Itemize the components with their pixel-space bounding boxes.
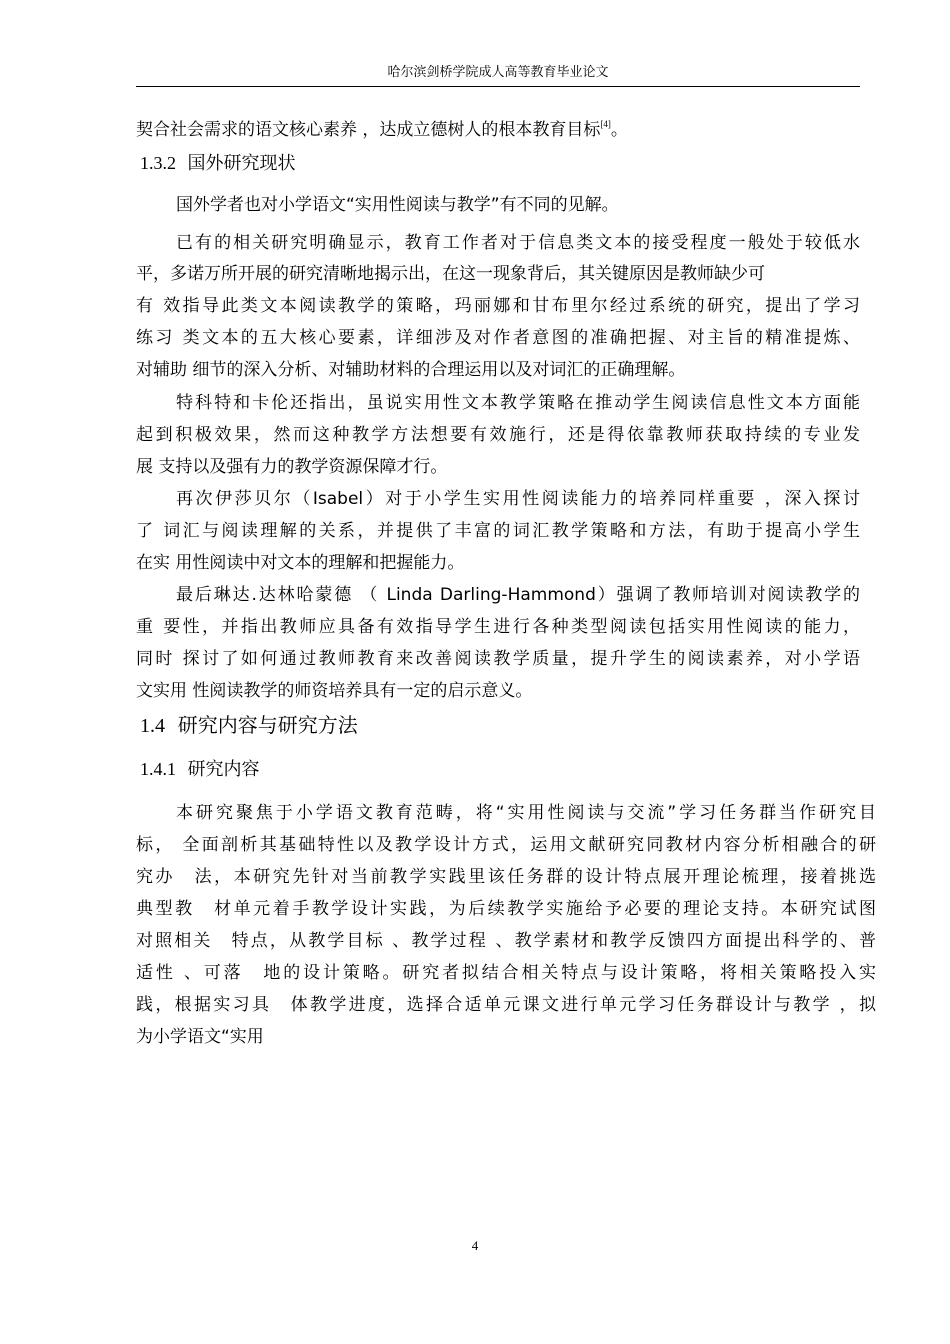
paragraph-line: 本研究聚焦于小学语文教育范畴，将“实用性阅读与交流”学习任务群当作研究目 bbox=[176, 803, 876, 823]
page-number: 4 bbox=[471, 1238, 479, 1253]
paragraph-line: 重 要性，并指出教师应具备有效指导学生进行各种类型阅读包括实用性阅读的能力， bbox=[136, 617, 860, 637]
paragraph-line: 同时 探讨了如何通过教师教育来改善阅读教学质量，提升学生的阅读素养，对小学语 bbox=[136, 649, 860, 669]
heading-number: 1.4.1 bbox=[140, 759, 176, 779]
paragraph-line: 国外学者也对小学语文“实用性阅读与教学”有不同的见解。 bbox=[176, 195, 619, 215]
paragraph-line: 典型教 材单元着手教学设计实践，为后续教学实施给予必要的理论支持。本研究试图 bbox=[136, 899, 876, 919]
paragraph-line: 文实用 性阅读教学的师资培养具有一定的启示意义。 bbox=[136, 681, 533, 701]
paragraph-line: 了 词汇与阅读理解的关系，并提供了丰富的词汇教学策略和方法，有助于提高小学生 bbox=[136, 521, 860, 541]
line-end: 。 bbox=[610, 120, 628, 140]
page-header: 哈尔滨剑桥学院成人高等教育毕业论文 bbox=[136, 62, 860, 87]
section-heading-1-4 bbox=[140, 708, 358, 743]
paragraph-line: 已有的相关研究明确显示，教育工作者对于信息类文本的接受程度一般处于较低水 bbox=[176, 233, 860, 253]
section-heading-1-4-1 bbox=[140, 752, 259, 787]
section-heading-1-3-2 bbox=[140, 146, 295, 181]
heading-text: 研究内容与研究方法 bbox=[177, 713, 358, 737]
paragraph-line: 展 支持以及强有力的教学资源保障才行。 bbox=[136, 457, 448, 477]
paragraph-line: 起到积极效果，然而这种教学方法想要有效施行，还是得依靠教师获取持续的专业发 bbox=[136, 425, 860, 445]
paragraph-line: 有 效指导此类文本阅读教学的策略，玛丽娜和甘布里尔经过系统的研究，提出了学习 bbox=[136, 296, 860, 316]
paragraph-line: 对照相关 特点，从教学目标 、教学过程 、教学素材和教学反馈四方面提出科学的、普 bbox=[136, 931, 876, 951]
line-text: 契合社会需求的语文核心素养 ，达成立德树人的根本教育目标 bbox=[136, 120, 601, 140]
paragraph-line: 践，根据实习具 体教学进度，选择合适单元课文进行单元学习任务群设计与教学 ，拟 bbox=[136, 995, 876, 1015]
paragraph-line: 对辅助 细节的深入分析、对辅助材料的合理运用以及对词汇的正确理解。 bbox=[136, 360, 686, 380]
paragraph-line: 在实 用性阅读中对文本的理解和把握能力。 bbox=[136, 553, 465, 573]
paragraph-line bbox=[136, 107, 628, 147]
paragraph-line: 再次伊莎贝尔（Isabel）对于小学生实用性阅读能力的培养同样重要 ，深入探讨 bbox=[176, 489, 860, 509]
heading-text: 研究内容 bbox=[187, 759, 260, 780]
heading-number: 1.3.2 bbox=[140, 153, 176, 173]
paragraph-line: 特科特和卡伦还指出，虽说实用性文本教学策略在推动学生阅读信息性文本方面能 bbox=[176, 393, 860, 413]
paragraph-line: 最后琳达.达林哈蒙德 （ Linda Darling-Hammond）强调了教师培训对阅读教学的 bbox=[176, 585, 860, 605]
paragraph-line: 为小学语文“实用 bbox=[136, 1027, 264, 1047]
paragraph-line: 适性 、可落 地的设计策略。研究者拟结合相关特点与设计策略，将相关策略投入实 bbox=[136, 963, 876, 983]
paragraph-line: 平，多诺万所开展的研究清晰地揭示出，在这一现象背后，其关键原因是教师缺少可 bbox=[136, 264, 765, 284]
citation-ref: [4] bbox=[600, 119, 611, 129]
heading-text: 国外研究现状 bbox=[187, 153, 296, 174]
paragraph-line: 究办 法，本研究先针对当前教学实践里该任务群的设计特点展开理论梳理，接着挑选 bbox=[136, 867, 876, 887]
paragraph-line: 练习 类文本的五大核心要素，详细涉及对作者意图的准确把握、对主旨的精准提炼、 bbox=[136, 328, 860, 348]
heading-number: 1.4 bbox=[140, 715, 165, 737]
paragraph-line: 标， 全面剖析其基础特性以及教学设计方式，运用文献研究同教材内容分析相融合的研 bbox=[136, 835, 876, 855]
